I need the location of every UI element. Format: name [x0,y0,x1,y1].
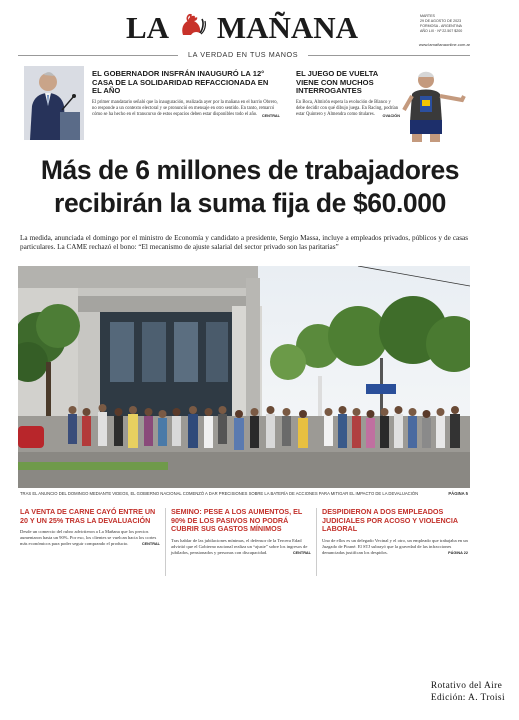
teaser-meat-sales[interactable] [20,508,160,547]
section-tag: CENTRAL [292,550,311,555]
logo-right-text: MAÑANA [216,10,359,45]
football-player-photo [400,66,472,142]
newspaper-logo [126,10,358,46]
section-tag: OVACIÓN [382,113,400,118]
edition-info [420,14,488,34]
date-line: MARTES [420,14,435,18]
main-photo [18,266,470,488]
teaser-headline: EL GOBERNADOR INSFRÁN INAUGURÓ LA 12° CASA DE LA SOLIDARIDAD REFACCIONADA EN EL AÑO [92,69,269,96]
divider [18,55,178,56]
teaser-headline: LA VENTA DE CARNE CAYÓ ENTRE UN 20 Y UN 25% TRAS LA DEVALUACIÓN [20,507,156,525]
teaser-body: El primer mandatario señaló que la inauguración, realizada ayer por la mañana en el barrio Obrero, no responde a un contexto electoral y se pronunció en mensaje en otro sentido. En tanto, remarcó cómo se ha hecho en el transcurso de estos espacios deben estar disponibles todo el año. CENTRAL [92,99,280,118]
broadcast-credits [431,680,505,704]
teaser-football[interactable] [296,70,400,146]
teaser-body: En Boca, Almirón espera la evolución de Blanco y debe decidir con qué dibujo juega. En Racing, podrían estar Quintero y Almendra como titulares. OVACIÓN [296,99,400,118]
teaser-headline: SEMINO: PESE A LOS AUMENTOS, EL 90% DE LOS PASIVOS NO PODRÁ CUBRIR SUS GASTOS MÍNIMOS [171,507,303,534]
caption-text: TRAS EL ANUNCIO DEL DOMINGO MEDIANTE VIDEOS, EL GOBIERNO NACIONAL COMENZÓ A DAR PRECISIONES SOBRE LA BATERÍA DE ACCIONES PARA MITIGAR EL IMPACTO DE LA DEVALUACIÓN [20,491,419,496]
teaser-headline: EL JUEGO DE VUELTA VIENE CON MUCHOS INTERROGANTES [296,69,378,96]
section-tag: PÁGINA 22 [448,550,468,555]
credits-edition: Edición: A. Troisi [430,693,505,703]
date-line: FORMOSA - ARGENTINA [420,24,462,28]
credits-program: Rotativo del Aire [430,681,503,691]
caption-page: PÁGINA 5 [448,491,468,496]
teaser-pensioners[interactable] [171,508,311,556]
logo-left-text: LA [126,10,168,45]
website-link[interactable]: www.lamañanaonline.com.ar [418,42,470,47]
teaser-headline: DESPIDIERON A DOS EMPLEADOS JUDICIALES POR ACOSO Y VIOLENCIA LABORAL [322,507,458,534]
tagline: LA VERDAD EN TUS MANOS [188,50,299,59]
teaser-governor[interactable] [92,70,280,146]
divider [316,508,317,576]
divider [165,508,166,576]
date-line: 29 DE AGOSTO DE 2023 [420,19,462,23]
rooster-icon [177,11,207,41]
teaser-body: Uno de ellos es un delegado Vecinal y el otro, un empleado que trabajaba en un Juzgado de Pirané. El STJ subrayó que la gravedad de las infracciones denunciadas justifican los despidos. PÁGINA 22 [322,537,468,555]
teaser-body: Desde un comercio del rubro advirtieron a La Mañana que los precios aumentaron hasta un 90%. Por eso, los clientes se vuelcan hacia los cortes más económicos para poder seguir comprando el producto. CENTRAL [20,529,160,547]
queue-scene-illustration [18,266,470,488]
tagline-row [18,42,470,60]
teaser-body: Tras hablar de las jubilaciones mínimas, el defensor de la Tercera Edad advirtió que el Gobierno nacional realiza un “ajuste” sobre los ingresos de jubilados, pensionados y personas con discapacidad. CENTRAL [171,537,311,555]
main-headline[interactable]: Más de 6 millones de trabajadores recibirán la suma fija de $60.000 [40,155,460,218]
teaser-judicial-employees[interactable] [322,508,468,556]
main-deck: La medida, anunciada el domingo por el ministro de Economía y candidato a presidente, Sergio Massa, incluye a empleados privados, públicos y de casas particulares. La CAME rechazó el bono: “El mecanismo de ajuste salarial del sector privado son las paritarias” [20,234,468,251]
date-line: AÑO LIX · Nº 22.507 $200 [420,29,463,33]
section-tag: CENTRAL [141,542,160,547]
photo-caption [20,491,468,497]
governor-photo [24,66,84,140]
section-tag: CENTRAL [261,113,280,118]
masthead [18,8,470,54]
divider [308,55,470,56]
